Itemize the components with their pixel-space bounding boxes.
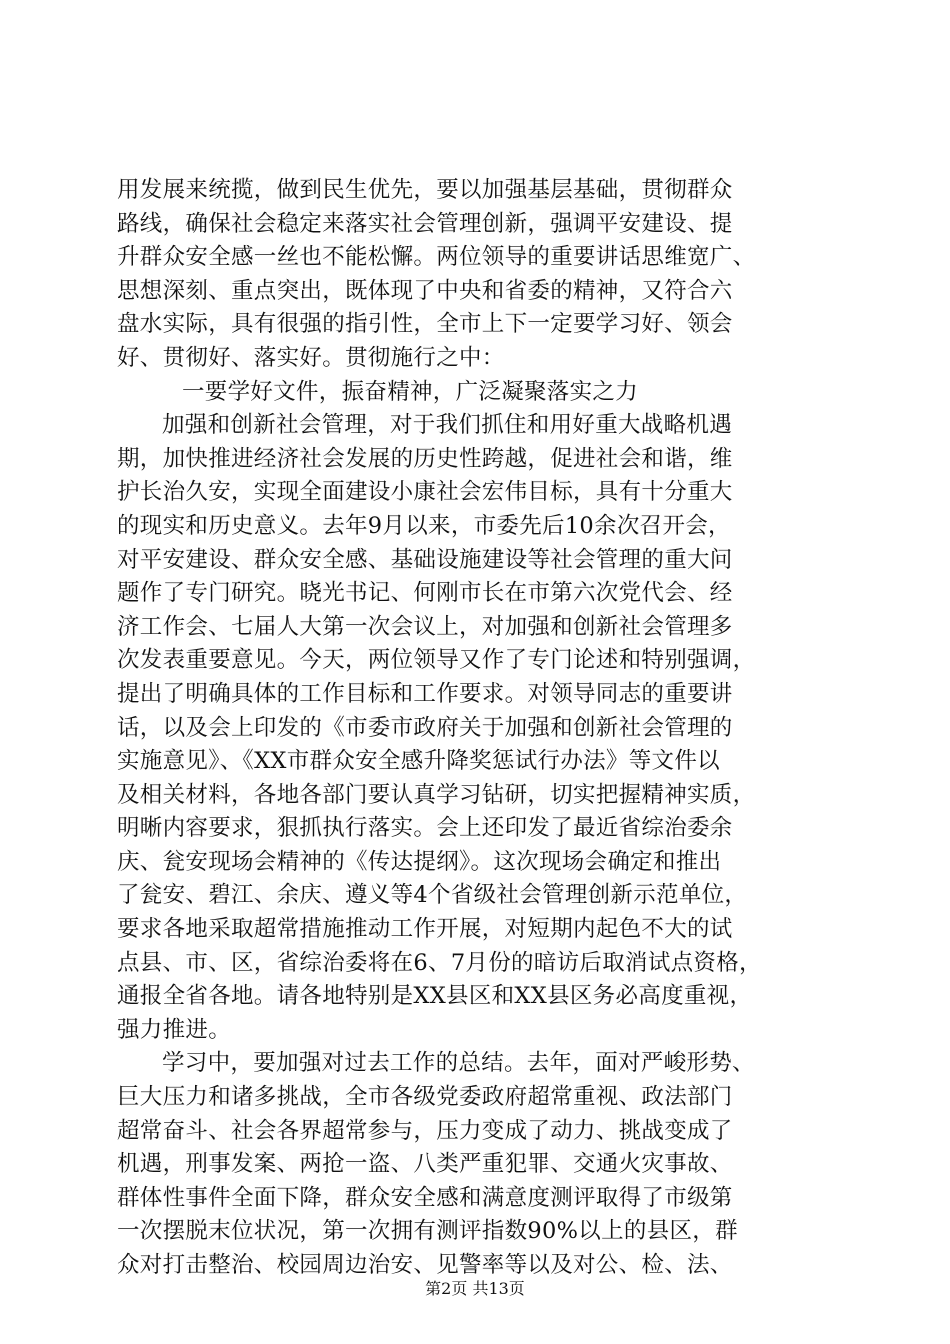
text-line: 超常奋斗、社会各界超常参与，压力变成了动力、挑战变成了	[117, 1117, 733, 1144]
text-line: 了瓮安、碧江、余庆、遵义等4个省级社会管理创新示范单位，	[117, 882, 748, 909]
text-line: 强力推进。	[117, 1016, 232, 1043]
text-line: 明晰内容要求，狠抓执行落实。会上还印发了最近省综治委余	[117, 815, 733, 842]
text-line: 庆、瓮安现场会精神的《传达提纲》。这次现场会确定和推出	[117, 848, 722, 875]
text-line: 群体性事件全面下降，群众安全感和满意度测评取得了市级第	[117, 1184, 733, 1211]
text-line: 点县、市、区，省综治委将在6、7月份的暗访后取消试点资格，	[117, 949, 762, 976]
text-line: 的现实和历史意义。去年9月以来，市委先后10余次召开会，	[117, 512, 731, 539]
text-line: 巨大压力和诸多挑战，全市各级党委政府超常重视、政法部门	[117, 1084, 733, 1111]
text-line: 及相关材料，各地各部门要认真学习钻研，切实把握精神实质，	[117, 781, 756, 808]
text-line: 好、贯彻好、落实好。贯彻施行之中：	[117, 344, 505, 371]
text-line: 要求各地采取超常措施推动工作开展，对短期内起色不大的试	[117, 916, 733, 943]
text-line: 升群众安全感一丝也不能松懈。两位领导的重要讲话思维宽广、	[117, 244, 756, 271]
text-line: 提出了明确具体的工作目标和工作要求。对领导同志的重要讲	[117, 680, 733, 707]
text-line: 一次摆脱末位状况，第一次拥有测评指数90%以上的县区，群	[117, 1218, 738, 1245]
text-line: 护长治久安，实现全面建设小康社会宏伟目标，具有十分重大	[117, 479, 733, 506]
section-heading: 一要学好文件，振奋精神，广泛凝聚落实之力	[182, 378, 639, 405]
text-line: 对平安建设、群众安全感、基础设施建设等社会管理的重大问	[117, 546, 733, 573]
document-body	[117, 174, 833, 1283]
text-line: 路线，确保社会稳定来落实社会管理创新，强调平安建设、提	[117, 210, 733, 237]
text-line: 机遇，刑事发案、两抢一盗、八类严重犯罪、交通火灾事故、	[117, 1151, 733, 1178]
text-line: 学习中，要加强对过去工作的总结。去年，面对严峻形势、	[162, 1050, 755, 1077]
text-line: 次发表重要意见。今天，两位领导又作了专门论述和特别强调，	[117, 647, 756, 674]
text-line: 盘水实际，具有很强的指引性，全市上下一定要学习好、领会	[117, 311, 733, 338]
text-line: 通报全省各地。请各地特别是XX县区和XX县区务必高度重视，	[117, 983, 753, 1010]
text-line: 众对打击整治、校园周边治安、见警率等以及对公、检、法、	[117, 1252, 733, 1278]
text-line: 济工作会、七届人大第一次会议上，对加强和创新社会管理多	[117, 613, 733, 640]
text-line: 期，加快推进经济社会发展的历史性跨越，促进社会和谐，维	[117, 445, 733, 472]
text-line: 话，以及会上印发的《市委市政府关于加强和创新社会管理的	[117, 714, 733, 741]
text-line: 思想深刻、重点突出，既体现了中央和省委的精神，又符合六	[117, 277, 733, 304]
text-line: 题作了专门研究。晓光书记、何刚市长在市第六次党代会、经	[117, 580, 733, 607]
page-number-footer: 第2页 共13页	[425, 1279, 525, 1298]
text-line: 加强和创新社会管理，对于我们抓住和用好重大战略机遇	[162, 412, 733, 439]
text-line: 实施意见》、《XX市群众安全感升降奖惩试行办法》等文件以	[117, 748, 720, 775]
text-line: 用发展来统揽，做到民生优先，要以加强基层基础，贯彻群众	[117, 177, 733, 203]
